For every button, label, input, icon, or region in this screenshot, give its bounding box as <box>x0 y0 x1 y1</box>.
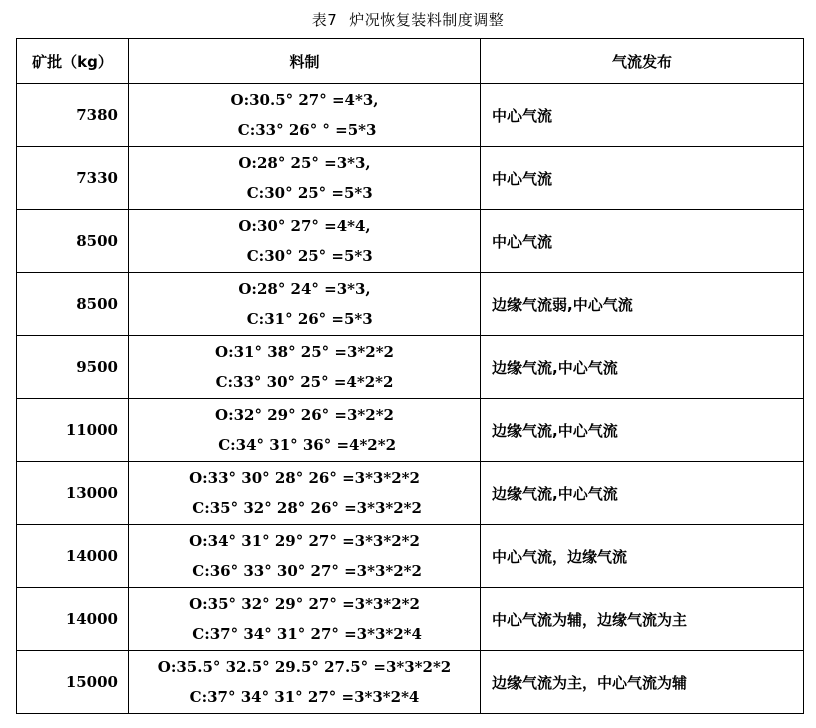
ore-charge-line: O:35.5° 32.5° 29.5° 27.5° =3*3*2*2 <box>157 658 452 676</box>
gas-flow-cell: 边缘气流,中心气流 <box>481 462 804 525</box>
charging-system-table <box>16 38 804 714</box>
table-row <box>17 399 804 462</box>
coke-charge-line: C:37° 34° 31° 27° =3*3*2*4 <box>187 625 422 643</box>
ore-batch-cell: 13000 <box>17 462 129 525</box>
table-row <box>17 462 804 525</box>
ore-charge-line: O:32° 29° 26° =3*2*2 <box>215 406 394 424</box>
header-row <box>17 39 804 84</box>
table-row <box>17 273 804 336</box>
table-row <box>17 84 804 147</box>
charge-pattern-cell <box>129 273 481 336</box>
table-row <box>17 651 804 714</box>
charge-pattern-cell <box>129 399 481 462</box>
ore-batch-cell: 7380 <box>17 84 129 147</box>
header-charge-pattern: 料制 <box>129 39 481 84</box>
ore-batch-cell: 15000 <box>17 651 129 714</box>
coke-charge-line: C:30° 25° =5*3 <box>236 247 373 265</box>
coke-charge-line: C:36° 33° 30° 27° =3*3*2*2 <box>187 562 422 580</box>
charge-pattern-cell <box>129 84 481 147</box>
charge-pattern-cell <box>129 651 481 714</box>
charge-pattern-cell <box>129 210 481 273</box>
ore-batch-cell: 8500 <box>17 210 129 273</box>
ore-batch-cell: 8500 <box>17 273 129 336</box>
ore-charge-line: O:28° 24° =3*3, <box>238 280 371 298</box>
gas-flow-cell: 中心气流，边缘气流 <box>481 525 804 588</box>
header-gas-flow: 气流发布 <box>481 39 804 84</box>
coke-charge-line: C:37° 34° 31° 27° =3*3*2*4 <box>189 688 420 706</box>
charge-pattern-cell <box>129 462 481 525</box>
coke-charge-line: C:33° 26° ° =5*3 <box>232 121 377 139</box>
gas-flow-cell: 边缘气流弱,中心气流 <box>481 273 804 336</box>
gas-flow-cell: 边缘气流,中心气流 <box>481 399 804 462</box>
ore-batch-cell: 9500 <box>17 336 129 399</box>
coke-charge-line: C:34° 31° 36° =4*2*2 <box>212 436 397 454</box>
table-title: 炉况恢复装料制度调整 <box>349 11 505 29</box>
table-row <box>17 147 804 210</box>
coke-charge-line: C:31° 26° =5*3 <box>236 310 373 328</box>
ore-charge-line: O:34° 31° 29° 27° =3*3*2*2 <box>189 532 420 550</box>
table-row <box>17 210 804 273</box>
table-row <box>17 336 804 399</box>
coke-charge-line: C:33° 30° 25° =4*2*2 <box>215 373 394 391</box>
gas-flow-cell: 边缘气流为主，中心气流为辅 <box>481 651 804 714</box>
charge-pattern-cell <box>129 588 481 651</box>
table-row <box>17 588 804 651</box>
table-number: 表7 <box>311 11 338 29</box>
charge-pattern-cell <box>129 336 481 399</box>
charge-pattern-cell <box>129 147 481 210</box>
table-caption <box>0 10 816 30</box>
ore-charge-line: O:31° 38° 25° =3*2*2 <box>215 343 394 361</box>
ore-charge-line: O:28° 25° =3*3, <box>238 154 371 172</box>
table-row <box>17 525 804 588</box>
ore-batch-cell: 14000 <box>17 525 129 588</box>
ore-batch-cell: 14000 <box>17 588 129 651</box>
ore-charge-line: O:33° 30° 28° 26° =3*3*2*2 <box>189 469 420 487</box>
header-ore-batch: 矿批（kg） <box>17 39 129 84</box>
coke-charge-line: C:30° 25° =5*3 <box>236 184 373 202</box>
gas-flow-cell: 中心气流为辅，边缘气流为主 <box>481 588 804 651</box>
coke-charge-line: C:35° 32° 28° 26° =3*3*2*2 <box>187 499 422 517</box>
charge-pattern-cell <box>129 525 481 588</box>
gas-flow-cell: 边缘气流,中心气流 <box>481 336 804 399</box>
ore-charge-line: O:30° 27° =4*4, <box>238 217 371 235</box>
gas-flow-cell: 中心气流 <box>481 84 804 147</box>
ore-charge-line: O:35° 32° 29° 27° =3*3*2*2 <box>189 595 420 613</box>
gas-flow-cell: 中心气流 <box>481 147 804 210</box>
ore-batch-cell: 11000 <box>17 399 129 462</box>
ore-charge-line: O:30.5° 27° =4*3, <box>230 91 379 109</box>
gas-flow-cell: 中心气流 <box>481 210 804 273</box>
ore-batch-cell: 7330 <box>17 147 129 210</box>
